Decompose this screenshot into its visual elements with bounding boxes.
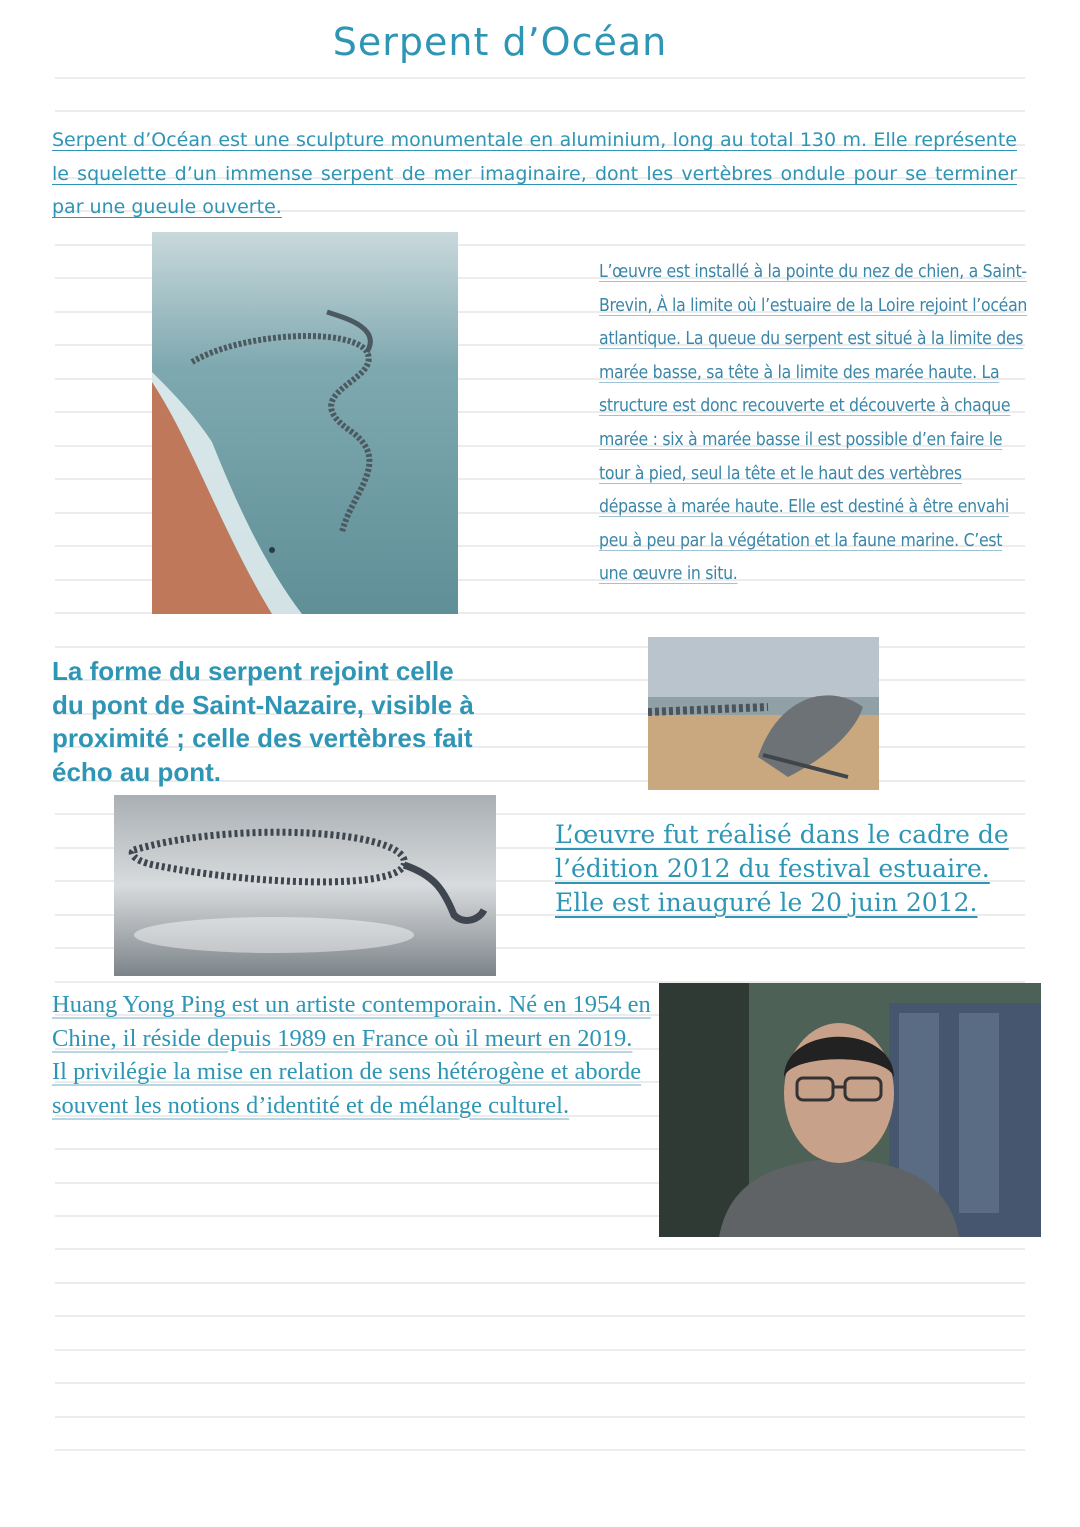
serpent-head-photo	[648, 637, 879, 790]
serpent-water-photo	[114, 795, 496, 976]
location-paragraph: L’œuvre est installé à la pointe du nez de chien, a Saint-Brevin, À la limite où l’estuaire de la Loire rejoint l’océan atlantique. La queue du serpent est situé à la limite des marée basse, sa tête à la limite des marée haute. La structure est donc recouverte et découverte à chaque marée : six à marée basse il est possible d’en faire le tour à pied, seul la tête et le haut des vertèbres dépasse à marée haute. Elle est destiné à être envahi peu à peu par la végétation et la faune marine. C’est une œuvre in situ.	[599, 262, 1028, 585]
serpent-aerial-photo	[152, 232, 458, 614]
bridge-paragraph: La forme du serpent rejoint celle du pont de Saint-Nazaire, visible à proximité ; celle des vertèbres fait écho au pont.	[52, 656, 474, 787]
festival-paragraph: L’œuvre fut réalisé dans le cadre de l’édition 2012 du festival estuaire. Elle est inauguré le 20 juin 2012.	[555, 820, 1009, 917]
artist-portrait-photo	[659, 983, 1041, 1237]
page-title: Serpent d’Océan	[332, 20, 668, 64]
artist-paragraph: Huang Yong Ping est un artiste contemporain. Né en 1954 en Chine, il réside depuis 1989 en France où il meurt en 2019. Il privilégie la mise en relation de sens hétérogène et aborde souvent les notions d’identité et de mélange culturel.	[52, 991, 651, 1119]
intro-paragraph: Serpent d’Océan est une sculpture monumentale en aluminium, long au total 130 m. Elle représente le squelette d’un immense serpent de mer imaginaire, dont les vertèbres ondule pour se terminer par une gueule ouverte.	[52, 129, 1017, 218]
